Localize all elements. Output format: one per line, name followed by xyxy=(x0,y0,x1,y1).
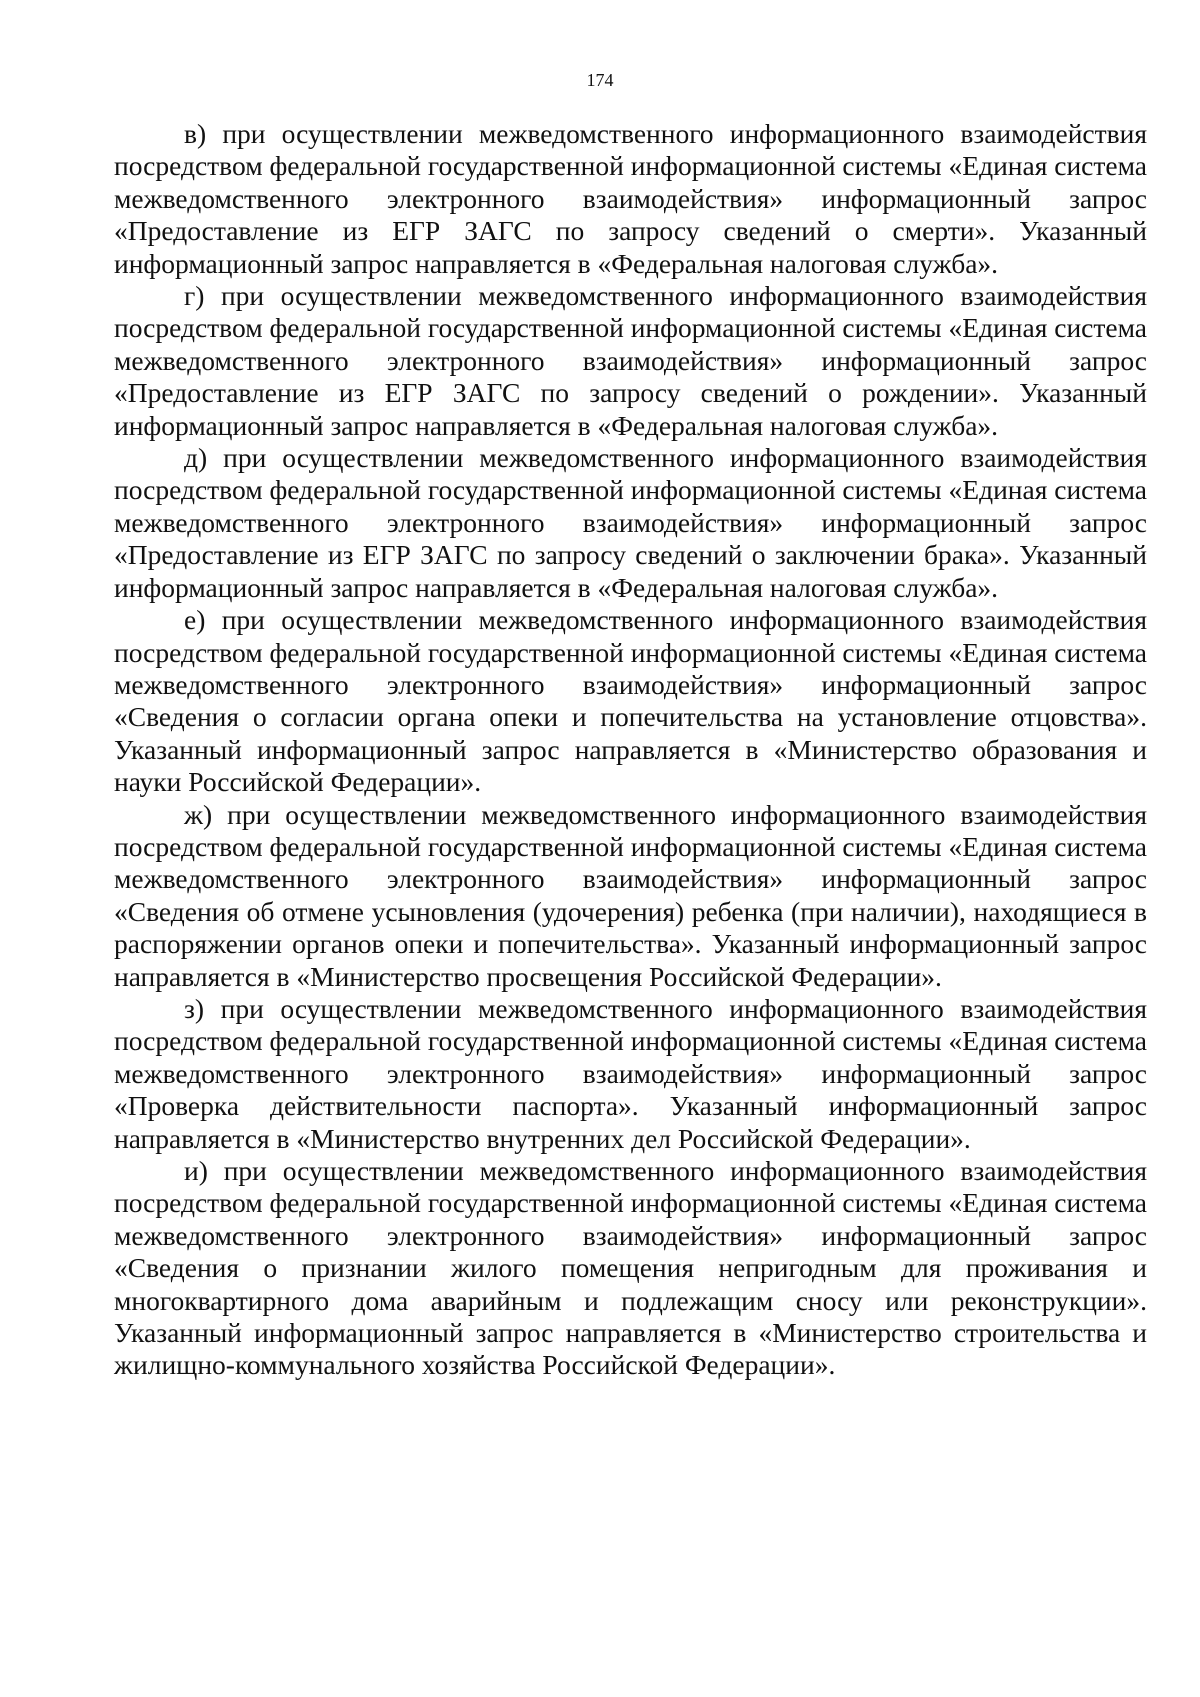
paragraph-z: з) при осуществлении межведомственного информационного взаимодействия посредством федеральной государственной информационной системы «Единая система межведомственного электронного взаимодействия» информационный запрос «Проверка действительности паспорта». Указанный информационный запрос направляется в «Министерство внутренних дел Российской Федерации». xyxy=(114,992,1148,1154)
paragraph-d: д) при осуществлении межведомственного информационного взаимодействия посредством федеральной государственной информационной системы «Единая система межведомственного электронного взаимодействия» информационный запрос «Предоставление из ЕГР ЗАГС по запросу сведений о заключении брака». Указанный информационный запрос направляется в «Федеральная налоговая служба». xyxy=(114,442,1148,603)
paragraph-zh: ж) при осуществлении межведомственного информационного взаимодействия посредством федеральной государственной информационной системы «Единая система межведомственного электронного взаимодействия» информационный запрос «Сведения об отмене усыновления (удочерения) ребенка (при наличии), находящиеся в распоряжении органов опеки и попечительства». Указанный информационный запрос направляется в «Министерство просвещения Российской Федерации». xyxy=(114,798,1148,992)
paragraph-i: и) при осуществлении межведомственного информационного взаимодействия посредством федеральной государственной информационной системы «Единая система межведомственного электронного взаимодействия» информационный запрос «Сведения о признании жилого помещения непригодным для проживания и многоквартирного дома аварийным и подлежащим сносу или реконструкции». Указанный информационный запрос направляется в «Министерство строительства и жилищно-коммунального хозяйства Российской Федерации». xyxy=(114,1155,1148,1381)
paragraph-g: г) при осуществлении межведомственного информационного взаимодействия посредством федеральной государственной информационной системы «Единая система межведомственного электронного взаимодействия» информационный запрос «Предоставление из ЕГР ЗАГС по запросу сведений о рождении». Указанный информационный запрос направляется в «Федеральная налоговая служба». xyxy=(114,280,1148,441)
paragraph-v: в) при осуществлении межведомственного информационного взаимодействия посредством федеральной государственной информационной системы «Единая система межведомственного электронного взаимодействия» информационный запрос «Предоставление из ЕГР ЗАГС по запросу сведений о смерти». Указанный информационный запрос направляется в «Федеральная налоговая служба». xyxy=(114,118,1148,279)
page-number: 174 xyxy=(586,70,614,90)
document-body xyxy=(114,118,1147,1382)
paragraph-e: е) при осуществлении межведомственного информационного взаимодействия посредством федеральной государственной информационной системы «Единая система межведомственного электронного взаимодействия» информационный запрос «Сведения о согласии органа опеки и попечительства на установление отцовства». Указанный информационный запрос направляется в «Министерство образования и науки Российской Федерации». xyxy=(114,604,1148,798)
